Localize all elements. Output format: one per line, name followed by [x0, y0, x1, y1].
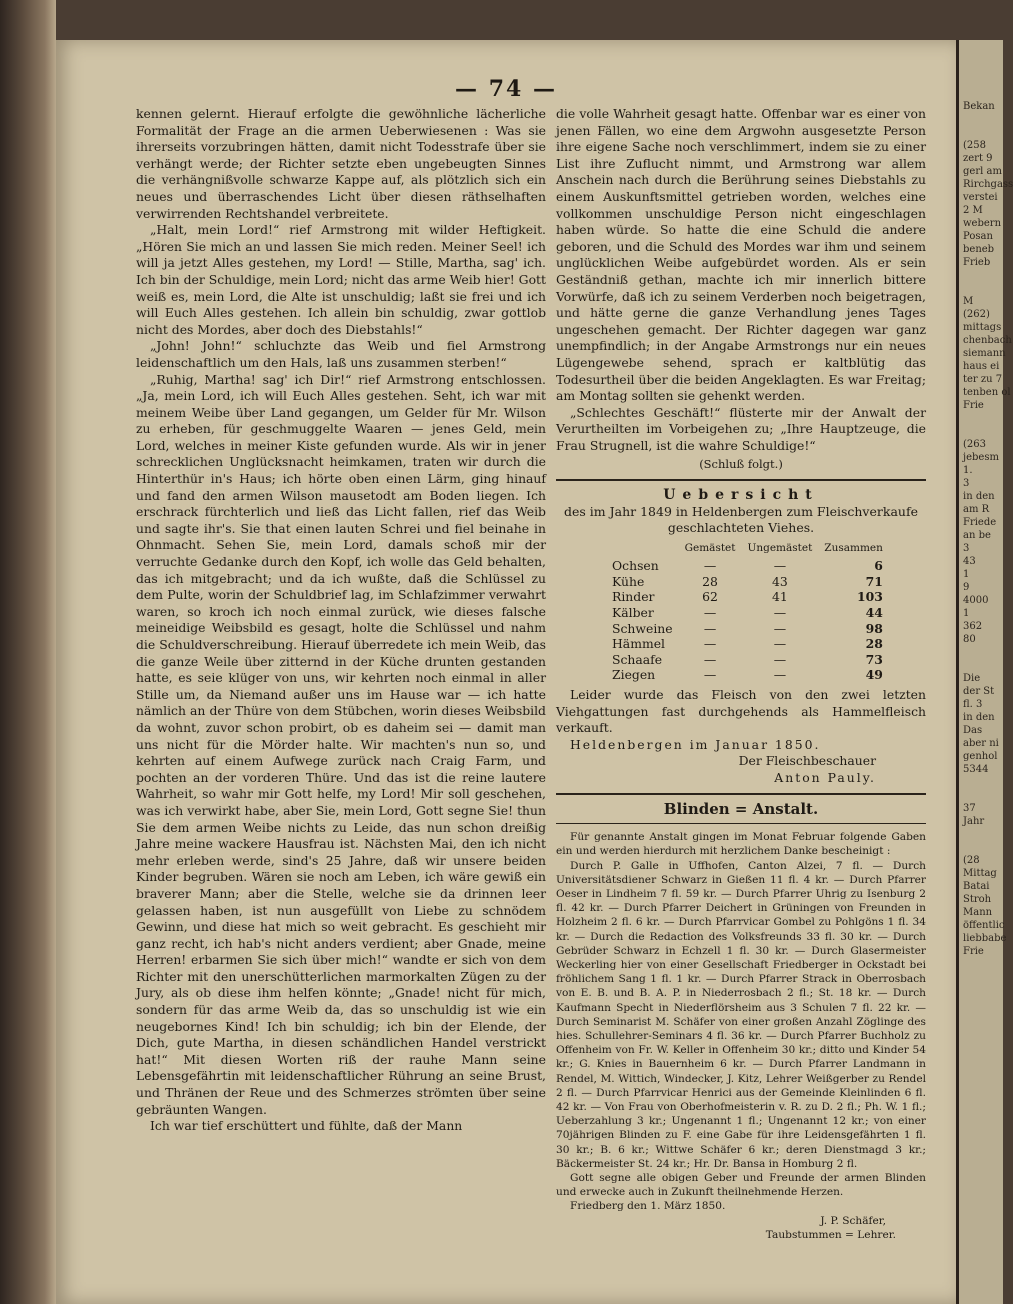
blind-donations: Durch P. Galle in Uffhofen, Canton Alzei, 7 fl. — Durch Universitätsdiener Schwarz in Gießen 11 fl. 4 kr. — Durch Pfarrer Oeser in Lindheim 7 fl. 59 kr. — Durch Pfarrer Uhrig zu Isenburg 2 fl. 42 kr. — Durch Pfarrer Deichert in Grüningen von Freunden in Holzheim 2 fl. 6 kr. — Durch Pfarrvicar Gombel zu Pohlgöns 1 fl. 34 kr. — Durch die Redaction des Volksfreunds 33 fl. 30 kr. — Durch Gebrüder Schwarz in Echzell 1 fl. 30 kr. — Durch Glasermeister Weckerling hier von einer Gesellschaft Friedberger in Ockstadt bei fröhlichem Sang 1 fl. 1 kr. — Durch Pfarrer Strack in Oberrosbach von E. B. und B. A. P. in Niederrosbach 2 fl.; St. 18 kr. — Durch Kaufmann Specht in Niederflörsheim aus 3 Schulen 7 fl. 22 kr. — Durch Seminarist M. Schäfer von einer großen Anzahl Zöglinge des hies. Schullehrer-Seminars 4 fl. 36 kr. — Durch Pfarrer Buchholz zu Offenheim von Fr. W. Keller in Offenheim 30 kr.; ditto und Kinder 54 kr.; G. Knies in Bauernheim 6 kr. — Durch Pfarrer Landmann in Rendel, M. Wittich, Windecker, J. Kitz, Lehrer Weißgerber zu Rendel 2 fl. — Durch Pfarrvicar Henrici aus der Gemeinde Kleinlinden 6 fl. 42 kr. — Von Frau von Oberhofmeisterin v. R. zu D. 2 fl.; Ph. W. 1 fl.; Ueberzahlung 3 kr.; Ungenannt 1 fl.; Ungenannt 12 kr.; von einer 70jährigen Blinden zu F. eine Gabe für ihre Leidensgefährten 1 fl. 30 kr.; B. 6 kr.; Wittwe Schäfer 6 kr.; deren Dienstmagd 3 kr.; Bäckermeister St. 24 kr.; Hr. Dr. Bansa in Homburg 2 fl.: [556, 859, 926, 1170]
row-label: Ziegen: [612, 667, 656, 683]
table-row: [606, 652, 889, 668]
table-row: [606, 574, 889, 590]
row-label: Ochsen: [612, 558, 659, 574]
story-paragraph: „Halt, mein Lord!“ rief Armstrong mit wilder Heftigkeit. „Hören Sie mich an und lassen Sie mich reden. Meiner Seel! ich will ja jetzt Alles gestehen, my Lord! — Stille, Martha, sag' ich. Ich bin der Schuldige, mein Lord; nicht das arme Weib hier! Gott weiß es, mein Lord, die Alte ist unschuldig; laßt sie frei und ich will Euch Alles gestehen. Ich allein bin schuldig, zwar gottlob nicht des Mordes, aber doch des Diebstahls!“: [136, 222, 546, 337]
cell: —: [773, 605, 787, 621]
table-row: [606, 589, 889, 605]
column-header: Ungemästet: [747, 541, 813, 554]
cell: 43: [772, 573, 788, 589]
cell-total: 71: [865, 573, 883, 589]
statistics-signer-title: Der Fleischbeschauer: [738, 753, 876, 769]
section-divider: [556, 793, 926, 795]
section-divider: [556, 479, 926, 481]
cell-total: 28: [865, 636, 883, 652]
row-label: Kälber: [612, 605, 654, 621]
right-column: [556, 106, 926, 1242]
continued-note: (Schluß folgt.): [699, 457, 783, 472]
blind-closing: Gott segne alle obigen Geber und Freunde der armen Blinden und erwecke auch in Zukunft theilnehmende Herzen.: [556, 1172, 926, 1199]
table-header-row: [606, 540, 889, 559]
cell: —: [703, 605, 717, 621]
blind-institute-title: Blinden = Anstalt.: [663, 799, 819, 818]
blind-signer: J. P. Schäfer,: [820, 1214, 886, 1227]
cell: —: [703, 620, 717, 636]
statistics-table: [606, 540, 889, 683]
statistics-subtitle-2: geschlachteten Viehes.: [667, 519, 815, 535]
cell: —: [703, 636, 717, 652]
statistics-signer-name: Anton Pauly.: [774, 769, 876, 785]
statistics-subtitle: des im Jahr 1849 in Heldenbergen zum Fleischverkaufe: [564, 503, 918, 519]
page-number: — 74 —: [455, 76, 557, 102]
cell-total: 49: [865, 667, 883, 683]
cell: —: [703, 667, 717, 683]
cell: —: [703, 558, 717, 574]
column-header: Zusammen: [824, 541, 883, 554]
cell: 62: [702, 589, 718, 605]
story-paragraph: „John! John!“ schluchzte das Weib und fiel Armstrong leidenschaftlich um den Hals, laß uns zusammen sterben!“: [136, 338, 546, 370]
statistics-dateline: Heldenbergen im Januar 1850.: [570, 736, 821, 752]
cell: 41: [772, 589, 788, 605]
blind-intro: Für genannte Anstalt gingen im Monat Februar folgende Gaben ein und werden hierdurch mit herzlichem Danke bescheinigt :: [556, 831, 926, 858]
cell: —: [773, 667, 787, 683]
cell-total: 73: [865, 651, 883, 667]
blind-institute-section: [556, 801, 926, 1242]
statistics-title: Uebersicht: [663, 487, 819, 504]
story-paragraph: „Schlechtes Geschäft!“ flüsterte mir der Anwalt der Verurtheilten im Vorbeigehen zu; „Ihre Hauptzeuge, die Frau Strugnell, ist die wahre Schuldige!“: [556, 404, 926, 453]
table-row: [606, 667, 889, 683]
adjacent-page-edge: [956, 40, 1013, 1304]
adjacent-page-fragment: Bekan (258 zert 9 gerl am Rirchgass verstei 2 M webern Posan beneb Frieb M (262) mittags chenbach siemann haus ei ter zu 7 tenben ol Frie (263 jebesm 1. 3 in den am R Friede an be 3 43 1 9 4000 1 362 80 Die der St fl. 3 in den Das aber ni genhol 5344 37 Jahr (28 Mittag Batai Stroh Mann öffentlic liebbabe Frie: [963, 101, 1013, 957]
story-paragraph: die volle Wahrheit gesagt hatte. Offenbar war es einer von jenen Fällen, wo eine dem Argwohn ausgesetzte Person ihre eigene Sache noch verschlimmert, indem sie zu einer List ihre Zuflucht nimmt, und Armstrong war allem Anschein nach durch die Berührung seines Diebstahls zu einem Auskunftsmittel getrieben worden, welches eine vollkommen unschuldige Person nicht eingeschlagen haben würde. So hatte die eine Schuld die andere geboren, und die Schuld des Mordes war ihm und seinem unglücklichen Weibe aufgebürdet worden. Als er sein Geständniß gethan, machte ich mir innerlich bittere Vorwürfe, daß ich zu seinem Verderben noch beigetragen, und hätte gerne die ganze Verhandlung jenes Tages ungeschehen gemacht. Der Richter dagegen war ganz unempfindlich; in der Angabe Armstrongs nur ein neues Lügengewebe sehend, sprach er kaltblütig das Todesurtheil über die beiden Angeklagten. Es war Freitag; am Montag sollten sie gehenkt werden.: [556, 106, 926, 404]
book-spine: [0, 0, 56, 1304]
row-label: Kühe: [612, 573, 645, 589]
cell-total: 103: [857, 589, 883, 605]
row-label: Schweine: [612, 620, 673, 636]
cell: —: [773, 558, 787, 574]
newspaper-page: [56, 40, 956, 1304]
table-row: [606, 621, 889, 637]
blind-signer-title: Taubstummen = Lehrer.: [765, 1228, 896, 1241]
cell-total: 6: [874, 558, 883, 574]
title-divider: [556, 823, 926, 824]
row-label: Schaafe: [612, 651, 663, 667]
statistics-note: Leider wurde das Fleisch von den zwei letzten Viehgattungen fast durchgehends als Hammelfleisch verkauft.: [556, 687, 926, 736]
column-header: Gemästet: [684, 541, 736, 554]
story-paragraph: „Ruhig, Martha! sag' ich Dir!“ rief Armstrong entschlossen. „Ja, mein Lord, ich will Euch Alles gestehen. Seht, ich war mit meinem Weibe über Land gegangen, um Gelder für Mr. Wilson zu erheben, für geschmuggelte Waaren — jenes Geld, mein Lord, welches in meiner Kiste gefunden wurde. Als wir in jener schrecklichen Unglücksnacht heimkamen, traten wir durch die Hinterthür in's Haus; ich hörte oben einen Lärm, ging hinauf und fand den armen Wilson mausetodt am Boden liegen. Ich erschrack fürchterlich und ließ das Licht fallen, rief das Weib und sagte ihr's. Sie that einen lauten Schrei und fiel beinahe in Ohnmacht. Sehen Sie, mein Lord, damals schoß mir der verruchte Gedanke durch den Kopf, ich wolle das Geld behalten, das ich mitgebracht; und da ich wußte, daß die Schlüssel zu dem Pulte, worin der Schuldbrief lag, im Schlafzimmer verwahrt waren, so kroch ich noch einmal zurück, wie dieses falsche meineidige Weibsbild es gesagt, holte die Schlüssel und nahm die Schuldverschreibung. Hierauf überredete ich mein Weib, das die ganze Weile über zitternd in der Küche drunten gestanden hatte, es seie klüger von uns, wir kehrten noch einmal in aller Stille um, da Niemand außer uns im Hause war — ich hatte nämlich an der Thüre von dem Stübchen, worin dieses Weibsbild da wohnt, zuvor schon probirt, ob es daheim sei — damit man uns nicht für die Mörder halte. Wir machten's nun so, und kehrten auf einem Aufwege zurück nach Craig Farm, und pochten an der vorderen Thüre. Und das ist die reine lautere Wahrheit, so wahr mir Gott helfe, my Lord! Mir soll geschehen, was ich verwirkt habe, aber Sie, mein Lord, Gott segne Sie! thun Sie dem armen Weibe nichts zu Leide, das nun schon dreißig Jahre meine wackere Hausfrau ist. Nächsten Mai, den ich nicht mehr erleben werde, sind's 25 Jahre, daß wir unsere beiden Kinder begruben. Wären sie noch am Leben, ich wäre gewiß ein braverer Mann; aber die Stelle, welche sie da drinnen leer gelassen haben, ist nun ausgefüllt von Liebe zu schnödem Gewinn, und diese hat mich so weit gebracht. Es geschieht mir ganz recht, ich hab's nicht anders verdient; aber Gnade, meine Herren! erbarmen Sie sich über mich!“ wandte er sich von dem Richter mit den unerschütterlichen marmorkalten Zügen zu der Jury, als ob diese ihm helfen könnte; „Gnade! nicht für mich, sondern für das arme Weib da, das so unschuldig ist wie ein neugebornes Kind! Ich bin schuldig; ich bin der Elende, der Dich, gute Martha, in diesen schändlichen Handel verstrickt hat!“ Mit diesen Worten riß der rauhe Mann seine Lebensgefährtin mit leidenschaftlicher Rührung an seine Brust, und Thränen der Reue und des Schmerzes strömten über seine gebräunten Wangen.: [136, 371, 546, 1117]
story-paragraph: Ich war tief erschüttert und fühlte, daß der Mann: [150, 1118, 463, 1134]
cell: —: [773, 620, 787, 636]
statistics-section: [556, 487, 926, 787]
story-paragraph: kennen gelernt. Hierauf erfolgte die gewöhnliche lächerliche Formalität der Frage an die armen Ueberwiesenen : Was sie ihrerseits vorzubringen hätten, damit nicht Todesstrafe über sie verhängt werde; der Richter setzte eben ungebeugten Sinnes die verhängnißvolle schwarze Kappe auf, als plötzlich sich ein neues und überraschendes Licht über diesen räthselhaften verwirrenden Rechtshandel verbreitete.: [136, 106, 546, 221]
cell: —: [773, 636, 787, 652]
row-label: Hämmel: [612, 636, 665, 652]
table-row: [606, 558, 889, 574]
left-column: [136, 106, 546, 1135]
cell-total: 44: [865, 605, 883, 621]
blind-dateline: Friedberg den 1. März 1850.: [570, 1200, 726, 1213]
table-row: [606, 636, 889, 652]
table-row: [606, 605, 889, 621]
cell-total: 98: [865, 620, 883, 636]
cell: 28: [702, 573, 718, 589]
cell: —: [703, 651, 717, 667]
blind-institute-text: [556, 830, 926, 1242]
cell: —: [773, 651, 787, 667]
row-label: Rinder: [612, 589, 655, 605]
